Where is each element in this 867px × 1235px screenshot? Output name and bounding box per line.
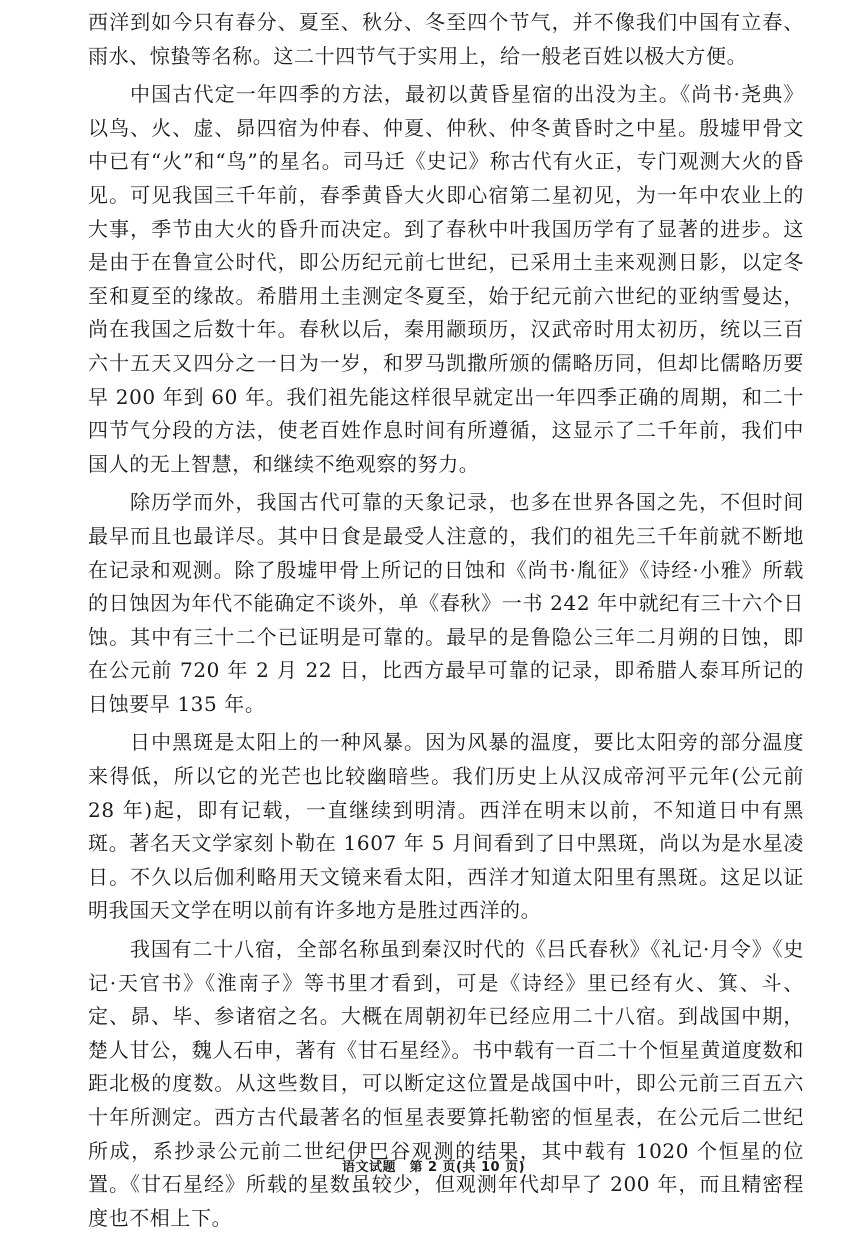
paragraph-calendar-history: 中国古代定一年四季的方法，最初以黄昏星宿的出没为主。《尚书·尧典》以鸟、火、虚、昴四宿为仲春、仲夏、仲秋、仲冬黄昏时之中星。殷墟甲骨文中已有“火”和“鸟”的星名。司马迁《史记》称古代有火正，专门观测大火的昏见。可见我国三千年前，春季黄昏大火即心宿第二星初见，为一年中农业上的大事，季节由大火的昏升而决定。到了春秋中叶我国历学有了显著的进步。这是由于在鲁宣公时代，即公历纪元前七世纪，已采用土圭来观测日影，以定冬至和夏至的缘故。希腊用土圭测定冬夏至，始于纪元前六世纪的亚纳雪曼达，尚在我国之后数十年。春秋以后，秦用颛顼历，汉武帝时用太初历，统以三百六十五天又四分之一日为一岁，和罗马凯撒所颁的儒略历同，但却比儒略历要早 200 年到 60 年。我们祖先能这样很早就定出一年四季正确的周期，和二十四节气分段的方法，使老百姓作息时间有所遵循，这显示了二千年前，我们中国人的无上智慧，和继续不绝观察的努力。	[88, 82, 804, 476]
paragraph-eclipse-records: 除历学而外，我国古代可靠的天象记录，也多在世界各国之先，不但时间最早而且也最详尽。其中日食是最受人注意的，我们的祖先三千年前就不断地在记录和观测。除了殷墟甲骨上所记的日蚀和《尚书·胤征》《诗经·小雅》所载的日蚀因为年代不能确定不谈外，单《春秋》一书 242 年中就纪有三十六个日蚀。其中有三十二个已证明是可靠的。最早的是鲁隐公三年二月朔的日蚀，即在公元前 720 年 2 月 22 日，比西方最早可靠的记录，即希腊人泰耳所记的日蚀要早 135 年。	[88, 490, 804, 716]
paragraph-intro-continued: 西洋到如今只有春分、夏至、秋分、冬至四个节气，并不像我们中国有立春、雨水、惊蛰等名称。这二十四节气于实用上，给一般老百姓以极大方便。	[88, 10, 804, 68]
page-footer: 语文试题 第 2 页(共 10 页)	[341, 1160, 526, 1175]
paragraph-twenty-eight-mansions: 我国有二十八宿，全部名称虽到秦汉时代的《吕氏春秋》《礼记·月令》《史记·天官书》《淮南子》等书里才看到，可是《诗经》里已经有火、箕、斗、定、昴、毕、参诸宿之名。大概在周朝初年已经应用二十八宿。到战国中期，楚人甘公，魏人石申，著有《甘石星经》。书中载有一百二十个恒星黄道度数和距北极的度数。从这些数目，可以断定这位置是战国中叶，即公元前三百五六十年所测定。西方古代最著名的恒星表要算托勒密的恒星表，在公元后二世纪所成，系抄录公元前二世纪伊巴谷观测的结果，其中载有 1020 个恒星的位置。《甘石星经》所载的星数虽较少，但观测年代却早了 200 年，而且精密程度也不相上下。	[88, 937, 804, 1230]
paragraph-sunspots: 日中黑斑是太阳上的一种风暴。因为风暴的温度，要比太阳旁的部分温度来得低，所以它的光芒也比较幽暗些。我们历史上从汉成帝河平元年(公元前 28 年)起，即有记载，一直继续到明清。西洋在明末以前，不知道日中有黑斑。著名天文学家刻卜勒在 1607 年 5 月间看到了日中黑斑，尚以为是水星凌日。不久以后伽利略用天文镜来看太阳，西洋才知道太阳里有黑斑。这足以证明我国天文学在明以前有许多地方是胜过西洋的。	[88, 730, 804, 923]
document-page	[88, 6, 804, 1235]
